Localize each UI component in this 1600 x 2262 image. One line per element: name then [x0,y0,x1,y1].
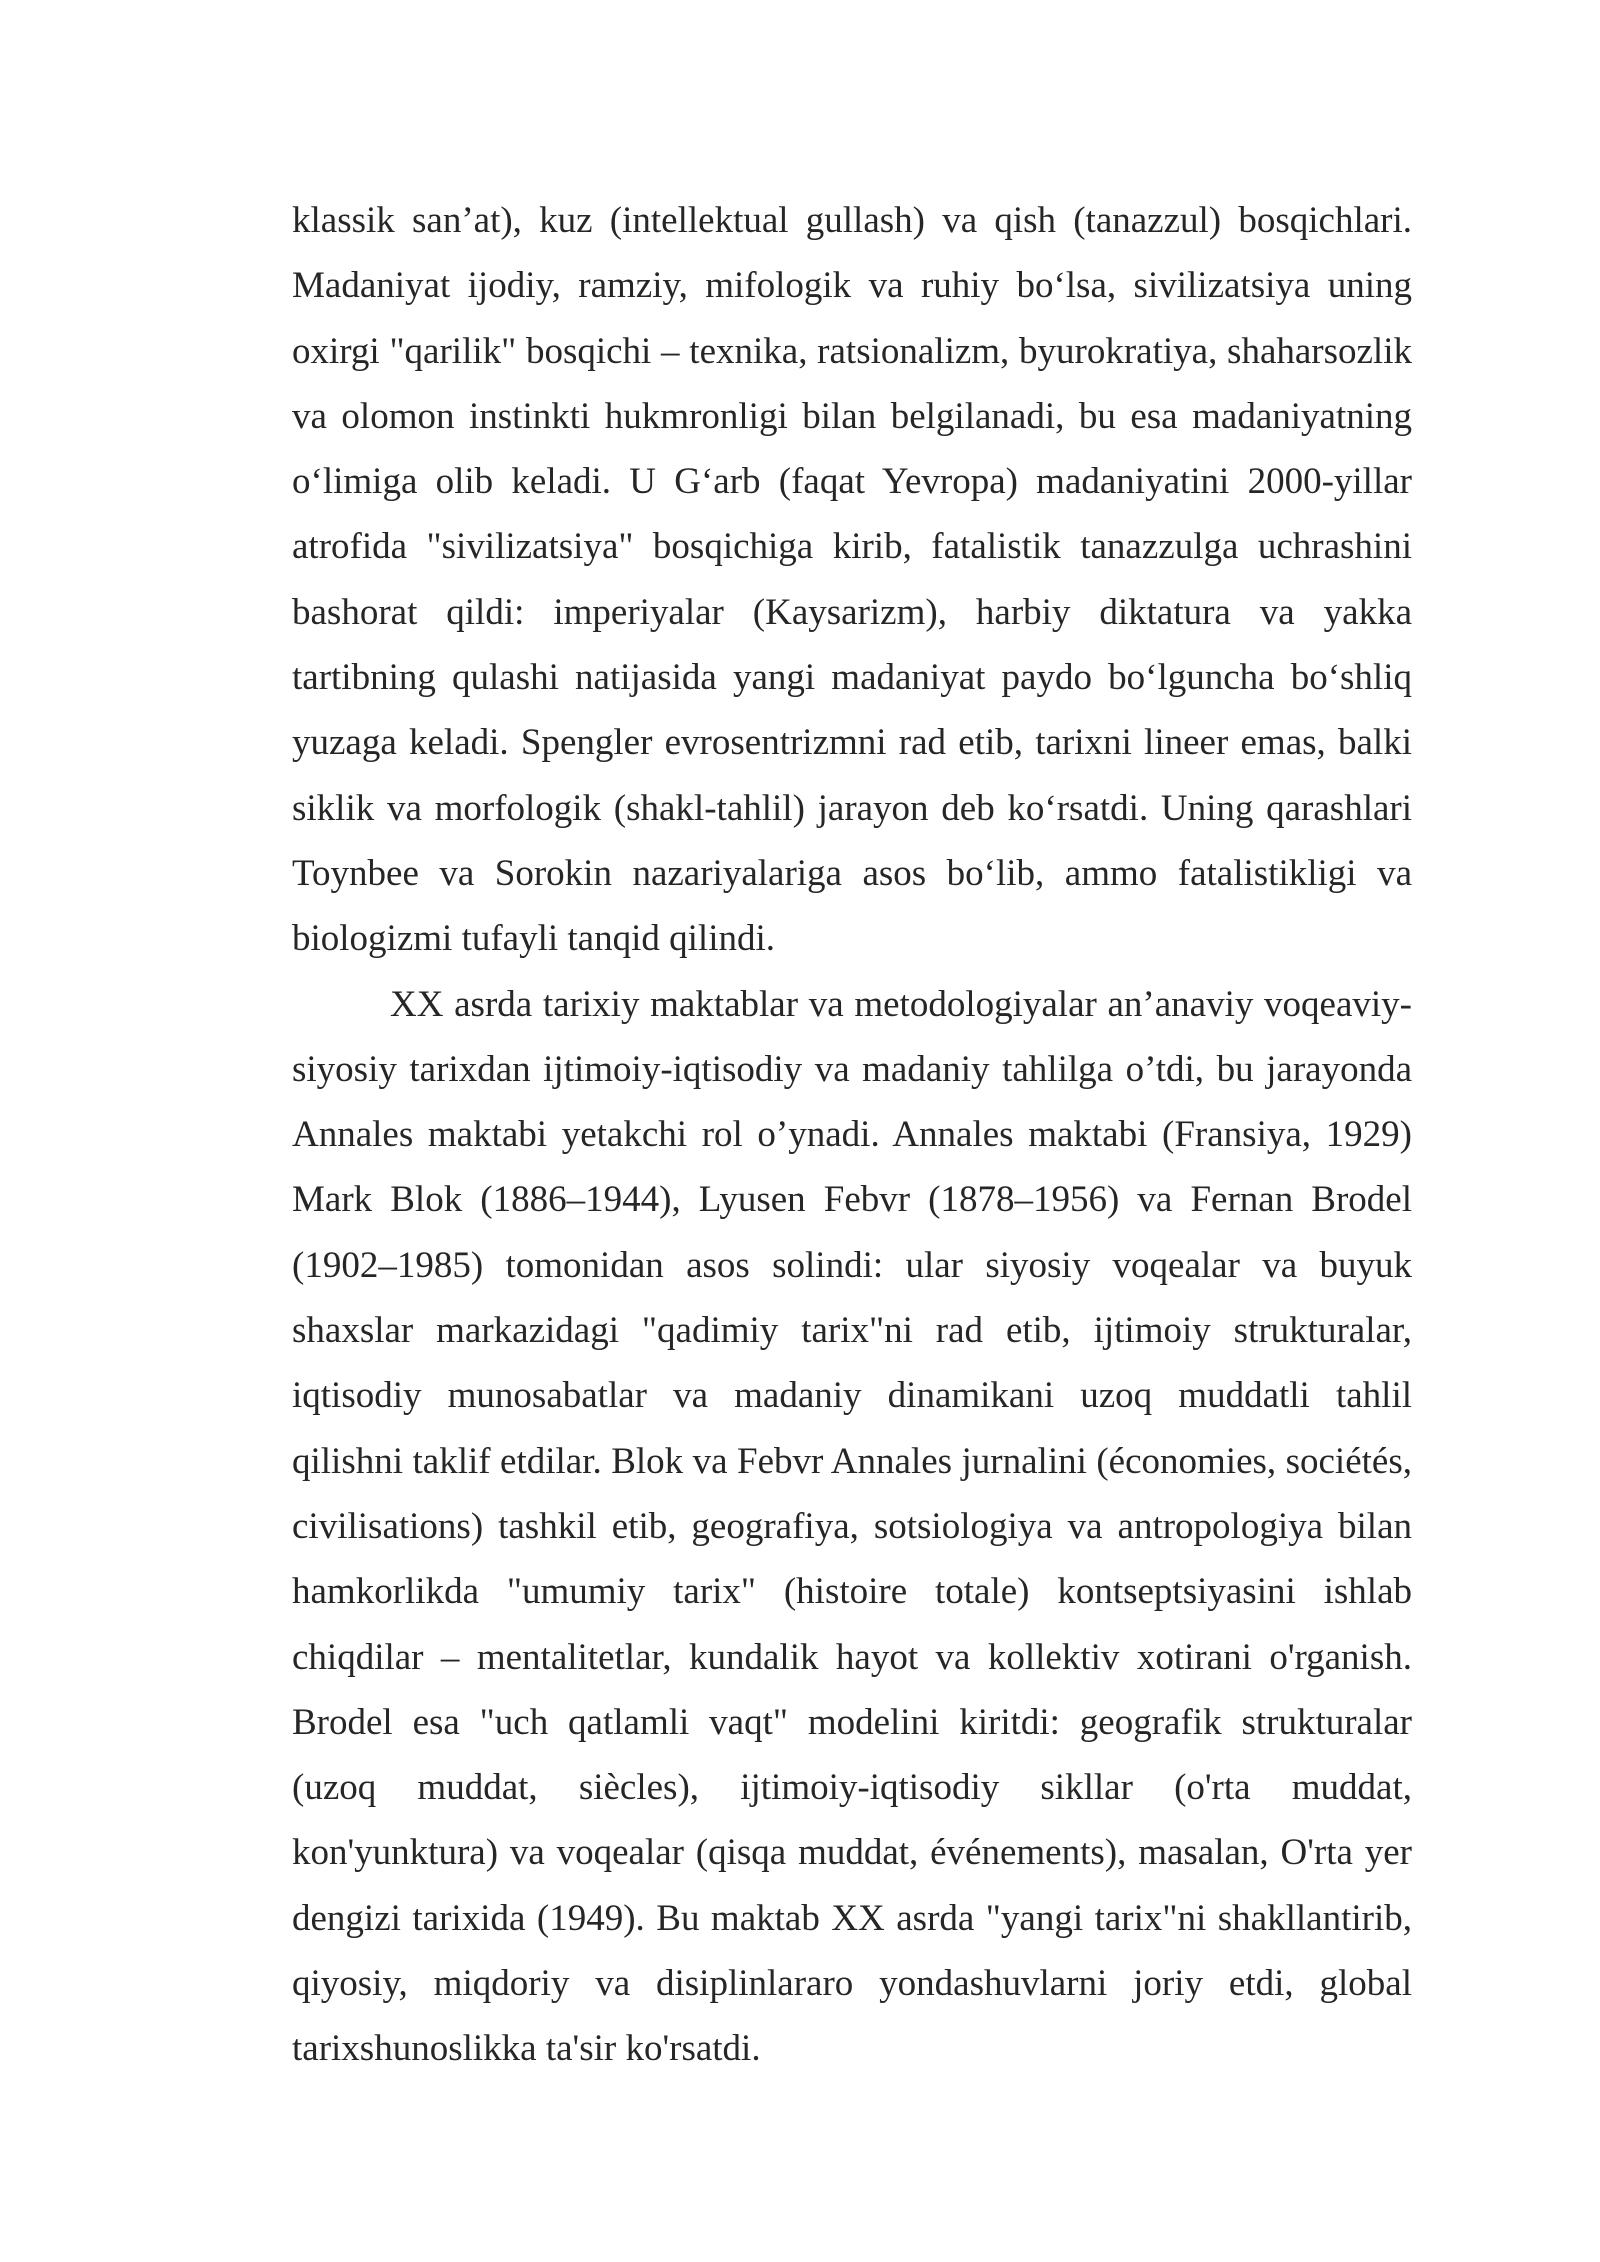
paragraph-annales-school: XX asrda tarixiy maktablar va metodologiyalar an’anaviy voqeaviy-siyosiy tarixdan ijtimoiy-iqtisodiy va madaniy tahlilga o’tdi, bu jarayonda Annales maktabi yetakchi rol o’ynadi. Annales maktabi (Fransiya, 1929) Mark Blok (1886–1944), Lyusen Febvr (1878–1956) va Fernan Brodel (1902–1985) tomonidan asos solindi: ular siyosiy voqealar va buyuk shaxslar markazidagi "qadimiy tarix"ni rad etib, ijtimoiy strukturalar, iqtisodiy munosabatlar va madaniy dinamikani uzoq muddatli tahlil qilishni taklif etdilar. Blok va Febvr Annales jurnalini (économies, sociétés, civilisations) tashkil etib, geografiya, sotsiologiya va antropologiya bilan hamkorlikda "umumiy tarix" (histoire totale) kontseptsiyasini ishlab chiqdilar – mentalitetlar, kundalik hayot va kollektiv xotirani o'rganish. Brodel esa "uch qatlamli vaqt" modelini kiritdi: geografik strukturalar (uzoq muddat, siècles), ijtimoiy-iqtisodiy sikllar (o'rta muddat, kon'yunktura) va voqealar (qisqa muddat, événements), masalan, O'rta yer dengizi tarixida (1949). Bu maktab XX asrda "yangi tarix"ni shakllantirib, qiyosiy, miqdoriy va disiplinlararo yondashuvlarni joriy etdi, global tarixshunoslikka ta'sir ko'rsatdi. [292,983,1412,2070]
body-text [292,188,1412,2082]
paragraph-continuation: klassik san’at), kuz (intellektual gullash) va qish (tanazzul) bosqichlari. Madaniyat ijodiy, ramziy, mifologik va ruhiy bo‘lsa, sivilizatsiya uning oxirgi "qarilik" bosqichi – texnika, ratsionalizm, byurokratiya, shaharsozlik va olomon instinkti hukmronligi bilan belgilanadi, bu esa madaniyatning o‘limiga olib keladi. U G‘arb (faqat Yevropa) madaniyatini 2000-yillar atrofida "sivilizatsiya" bosqichiga kirib, fatalistik tanazzulga uchrashini bashorat qildi: imperiyalar (Kaysarizm), harbiy diktatura va yakka tartibning qulashi natijasida yangi madaniyat paydo bo‘lguncha bo‘shliq yuzaga keladi. Spengler evrosentrizmni rad etib, tarixni lineer emas, balki siklik va morfologik (shakl-tahlil) jarayon deb ko‘rsatdi. Uning qarashlari Toynbee va Sorokin nazariyalariga asos bo‘lib, ammo fatalistikligi va biologizmi tufayli tanqid qilindi. [292,200,1412,960]
